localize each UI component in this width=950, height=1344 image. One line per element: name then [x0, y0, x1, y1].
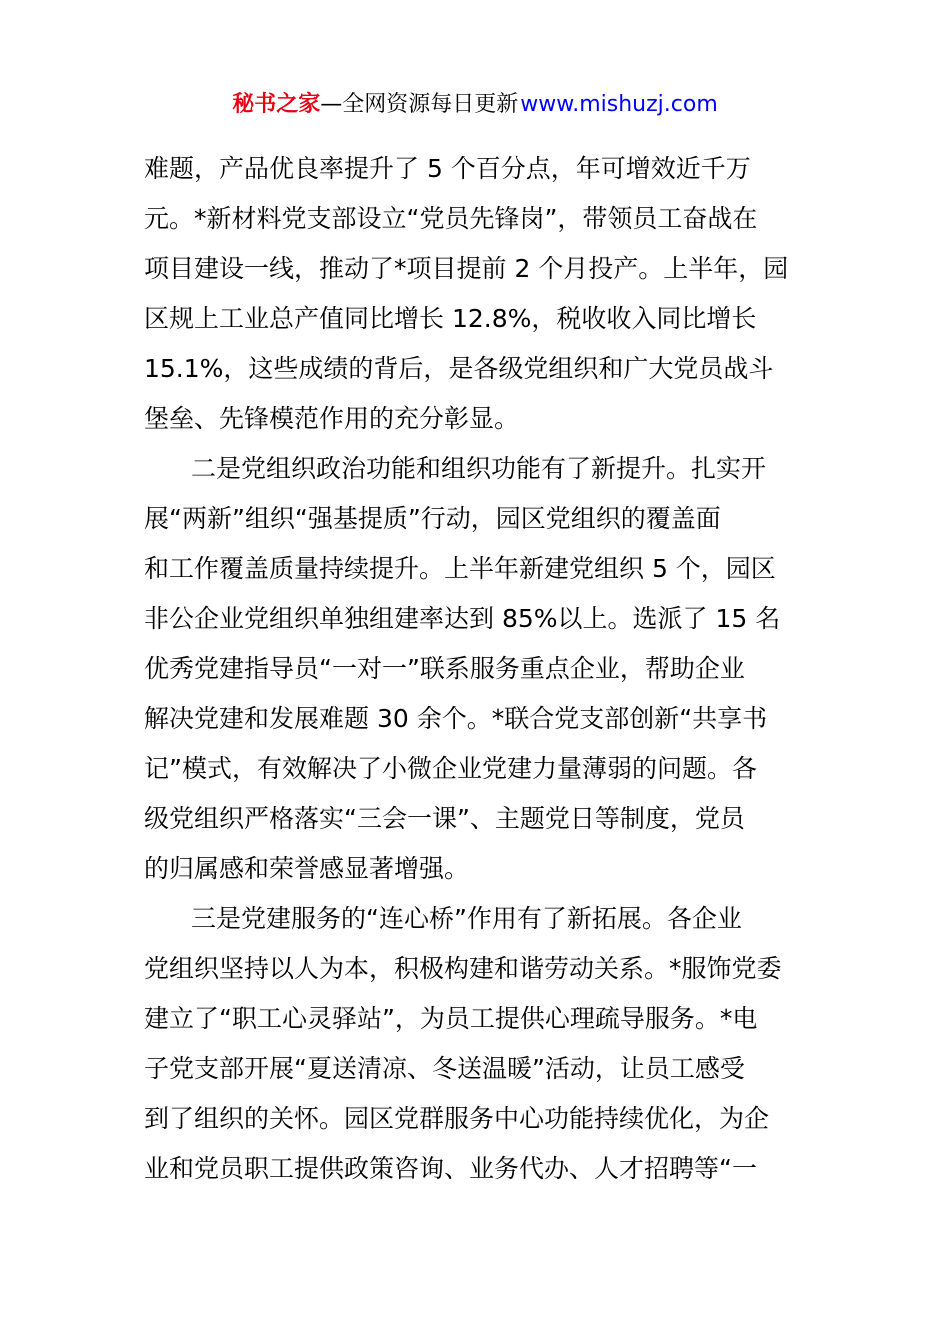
- text-line: 子党支部开展“夏送清凉、冬送温暖”活动，让员工感受: [144, 1054, 745, 1083]
- text-line: 15.1%，这些成绩的背后，是各级党组织和广大党员战斗: [144, 354, 774, 383]
- header-tagline: —全网资源每日更新: [320, 92, 519, 117]
- brand-name: 秘书之家: [232, 92, 321, 117]
- text-line: 解决党建和发展难题 30 余个。*联合党支部创新“共享书: [144, 704, 768, 733]
- page-header: [0, 88, 950, 122]
- text-line: 记”模式，有效解决了小微企业党建力量薄弱的问题。各: [144, 754, 757, 783]
- text-line: 非公企业党组织单独组建率达到 85%以上。选派了 15 名: [144, 604, 781, 633]
- text-line: 展“两新”组织“强基提质”行动，园区党组织的覆盖面: [144, 504, 721, 533]
- text-line: 元。*新材料党支部设立“党员先锋岗”，带领员工奋战在: [144, 204, 758, 233]
- text-line: 的归属感和荣誉感显著增强。: [144, 854, 470, 883]
- paragraph-start-line: 三是党建服务的“连心桥”作用有了新拓展。各企业: [191, 904, 742, 933]
- text-line: 级党组织严格落实“三会一课”、主题党日等制度，党员: [144, 804, 745, 833]
- text-line: 到了组织的关怀。园区党群服务中心功能持续优化，为企: [144, 1104, 770, 1133]
- text-line: 党组织坚持以人为本，积极构建和谐劳动关系。*服饰党委: [144, 954, 782, 983]
- document-body: [144, 144, 824, 1194]
- text-line: 和工作覆盖质量持续提升。上半年新建党组织 5 个，园区: [144, 554, 776, 583]
- text-line: 难题，产品优良率提升了 5 个百分点，年可增效近千万: [144, 154, 751, 183]
- text-line: 优秀党建指导员“一对一”联系服务重点企业，帮助企业: [144, 654, 745, 683]
- text-line: 建立了“职工心灵驿站”，为员工提供心理疏导服务。*电: [144, 1004, 758, 1033]
- text-line: 业和党员职工提供政策咨询、业务代办、人才招聘等“一: [144, 1154, 757, 1183]
- header-url[interactable]: www.mishuzj.com: [520, 92, 718, 117]
- text-line: 项目建设一线，推动了*项目提前 2 个月投产。上半年，园: [144, 254, 789, 283]
- paragraph-start-line: 二是党组织政治功能和组织功能有了新提升。扎实开: [191, 454, 767, 483]
- text-line: 区规上工业总产值同比增长 12.8%，税收收入同比增长: [144, 304, 757, 333]
- text-line: 堡垒、先锋模范作用的充分彰显。: [144, 404, 520, 433]
